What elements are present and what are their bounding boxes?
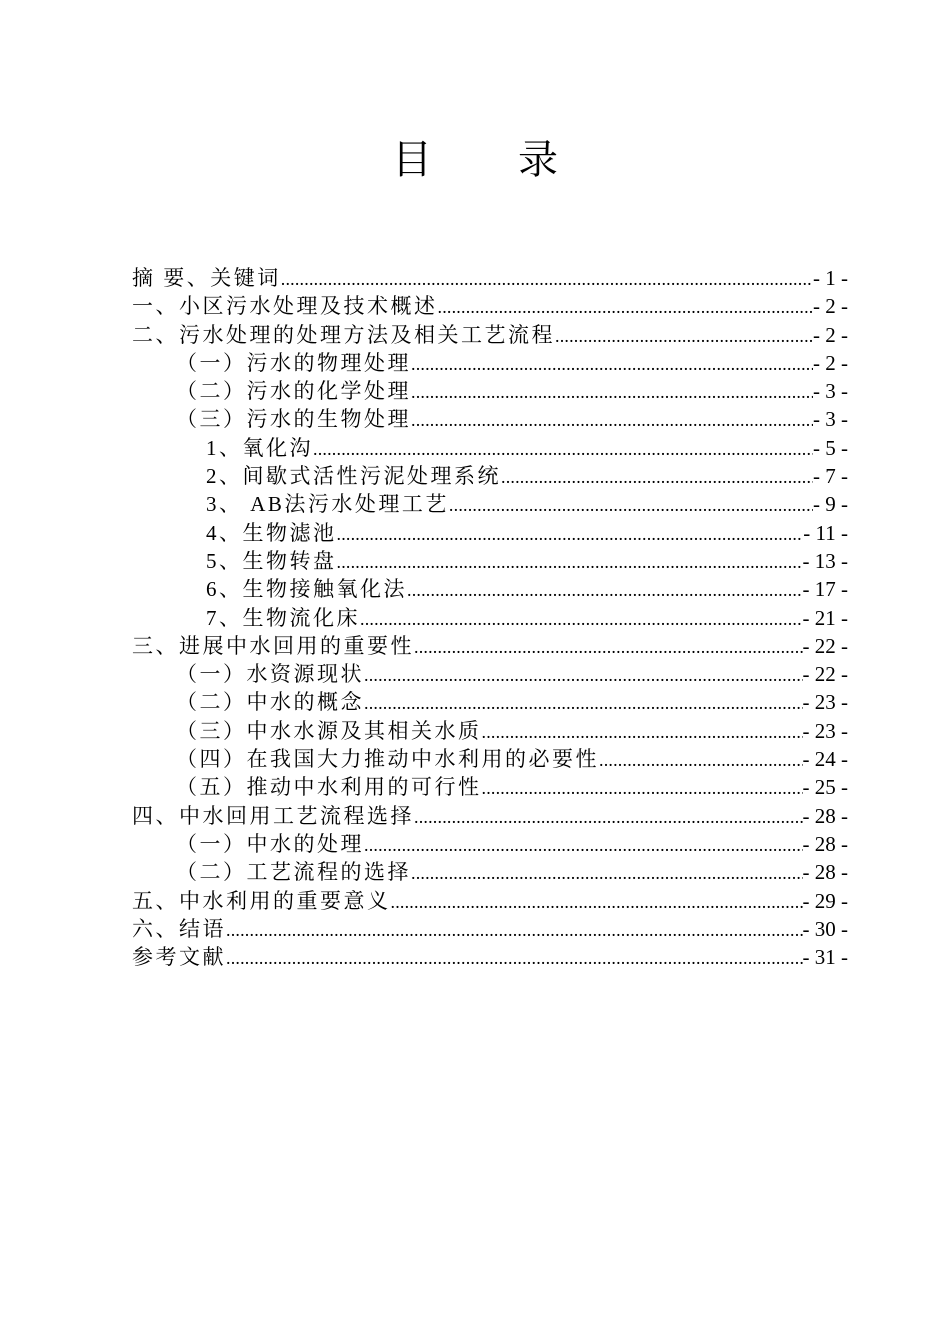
- toc-entry[interactable]: [132, 321, 848, 349]
- toc-entry-title: （三）污水的生物处理: [176, 407, 411, 432]
- toc-dot-leader: [411, 350, 813, 378]
- toc-page-number: - 7 -: [813, 464, 848, 489]
- toc-entry-title: 5、生物转盘: [206, 548, 337, 573]
- toc-page-number: - 29 -: [802, 888, 848, 913]
- toc-dot-leader: [414, 803, 803, 831]
- toc-dot-leader: [364, 831, 803, 859]
- toc-dot-leader: [501, 463, 813, 491]
- toc-entry[interactable]: [132, 547, 848, 575]
- toc-page-number: - 13 -: [802, 548, 848, 573]
- toc-dot-leader: [599, 746, 803, 774]
- toc-dot-leader: [391, 888, 803, 916]
- toc-dot-leader: [364, 689, 803, 717]
- toc-entry[interactable]: [132, 717, 848, 745]
- toc-page-number: - 31 -: [802, 945, 848, 970]
- toc-entry[interactable]: [132, 604, 848, 632]
- toc-entry[interactable]: [132, 349, 848, 377]
- toc-entry-title: （三）中水水源及其相关水质: [176, 718, 482, 743]
- toc-page-number: - 17 -: [802, 577, 848, 602]
- toc-dot-leader: [449, 491, 813, 519]
- toc-entry[interactable]: [132, 264, 848, 292]
- toc-page-number: - 24 -: [802, 747, 848, 772]
- toc-entry-title: （一）水资源现状: [176, 662, 364, 687]
- toc-entry[interactable]: [132, 519, 848, 547]
- toc-entry[interactable]: [132, 405, 848, 433]
- toc-entry[interactable]: [132, 688, 848, 716]
- toc-page-number: - 28 -: [802, 831, 848, 856]
- toc-dot-leader: [281, 265, 813, 293]
- toc-entry-title: 参考文献: [132, 945, 226, 970]
- toc-page-number: - 25 -: [802, 775, 848, 800]
- toc-page-number: - 1 -: [813, 266, 848, 290]
- toc-entry[interactable]: [132, 943, 848, 971]
- toc-entry-title: 1、氧化沟: [206, 435, 313, 460]
- toc-entry[interactable]: [132, 915, 848, 943]
- toc-entry-title: 6、生物接触氧化法: [206, 577, 407, 602]
- toc-entry-title: 二、污水处理的处理方法及相关工艺流程: [132, 322, 555, 347]
- toc-entry[interactable]: [132, 830, 848, 858]
- toc-entry-title: 摘 要、关键词: [132, 266, 281, 290]
- toc-dot-leader: [411, 859, 803, 887]
- toc-entry-title: 2、间歇式活性污泥处理系统: [206, 464, 501, 489]
- toc-entry-title: 7、生物流化床: [206, 605, 360, 630]
- toc-page-number: - 21 -: [802, 605, 848, 630]
- toc-entry[interactable]: [132, 292, 848, 320]
- toc-entry-title: 一、小区污水处理及技术概述: [132, 294, 438, 319]
- toc-entry-title: （四）在我国大力推动中水利用的必要性: [176, 747, 599, 772]
- toc-entry-title: 五、中水利用的重要意义: [132, 888, 391, 913]
- toc-page-number: - 30 -: [802, 916, 848, 941]
- toc-dot-leader: [407, 576, 803, 604]
- toc-entry-title: （二）中水的概念: [176, 690, 364, 715]
- toc-entry[interactable]: [132, 887, 848, 915]
- toc-dot-leader: [411, 378, 813, 406]
- toc-dot-leader: [226, 916, 803, 944]
- toc-entry[interactable]: [132, 490, 848, 518]
- toc-dot-leader: [414, 633, 803, 661]
- toc-entry[interactable]: [132, 660, 848, 688]
- toc-entry-title: （五）推动中水利用的可行性: [176, 775, 482, 800]
- toc-page-number: - 9 -: [813, 492, 848, 517]
- toc-entry-title: 六、结语: [132, 916, 226, 941]
- toc-page-number: - 28 -: [802, 803, 848, 828]
- toc-page-number: - 11 -: [803, 520, 848, 545]
- toc-entry[interactable]: [132, 575, 848, 603]
- toc-entry-title: （二）污水的化学处理: [176, 379, 411, 404]
- toc-entry[interactable]: [132, 858, 848, 886]
- toc-page-number: - 3 -: [813, 407, 848, 432]
- table-of-contents: [132, 264, 848, 971]
- toc-entry[interactable]: [132, 377, 848, 405]
- toc-entry-title: （一）中水的处理: [176, 831, 364, 856]
- toc-page-number: - 23 -: [802, 718, 848, 743]
- toc-entry-title: （二）工艺流程的选择: [176, 860, 411, 885]
- toc-page-number: - 28 -: [802, 860, 848, 885]
- toc-dot-leader: [482, 718, 803, 746]
- toc-page-number: - 5 -: [813, 435, 848, 460]
- toc-dot-leader: [337, 548, 803, 576]
- toc-dot-leader: [337, 520, 804, 548]
- toc-entry-title: （一）污水的物理处理: [176, 350, 411, 375]
- toc-page-number: - 22 -: [802, 633, 848, 658]
- toc-dot-leader: [482, 774, 803, 802]
- toc-entry[interactable]: [132, 434, 848, 462]
- toc-page-number: - 23 -: [802, 690, 848, 715]
- toc-entry-title: 三、进展中水回用的重要性: [132, 633, 414, 658]
- toc-dot-leader: [226, 944, 803, 972]
- toc-entry-title: 4、生物滤池: [206, 520, 337, 545]
- toc-entry-title: 四、中水回用工艺流程选择: [132, 803, 414, 828]
- toc-dot-leader: [360, 605, 803, 633]
- toc-dot-leader: [438, 293, 814, 321]
- toc-entry-title: 3、 AB法污水处理工艺: [206, 492, 449, 517]
- toc-entry[interactable]: [132, 632, 848, 660]
- toc-dot-leader: [364, 661, 803, 689]
- toc-page-number: - 2 -: [813, 294, 848, 319]
- toc-entry[interactable]: [132, 773, 848, 801]
- toc-entry[interactable]: [132, 802, 848, 830]
- page-title: 目 录: [392, 137, 596, 182]
- toc-dot-leader: [555, 322, 813, 350]
- toc-page-number: - 3 -: [813, 379, 848, 404]
- toc-dot-leader: [313, 435, 813, 463]
- toc-page-number: - 2 -: [813, 322, 848, 347]
- toc-page-number: - 22 -: [802, 662, 848, 687]
- toc-dot-leader: [411, 406, 813, 434]
- toc-page-number: - 2 -: [813, 350, 848, 375]
- toc-entry[interactable]: [132, 745, 848, 773]
- toc-entry[interactable]: [132, 462, 848, 490]
